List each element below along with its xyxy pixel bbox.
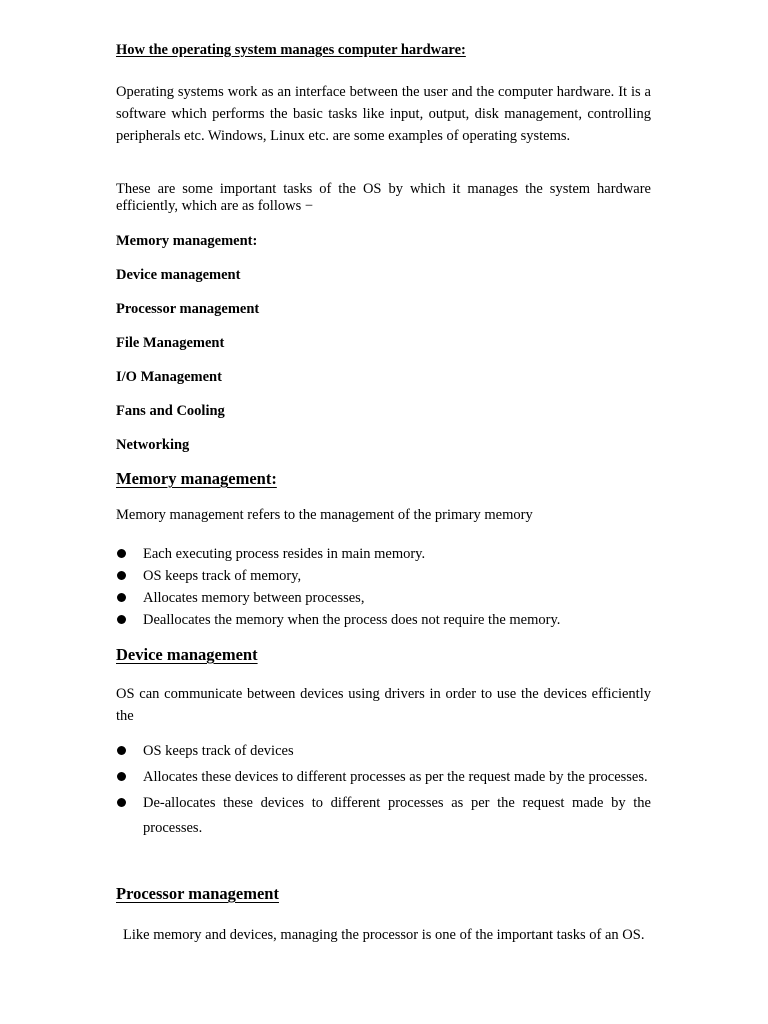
intro-paragraph: Operating systems work as an interface between the user and the computer hardware. It is a software which performs the basic tasks like input, output, disk management, controlling peripherals etc. Windows, Linux etc. are some examples of operating systems. <box>116 84 651 144</box>
list-item-text: De-allocates these devices to different processes as per the request made by the processes. <box>143 795 651 836</box>
device-section-heading: Device management <box>116 645 258 664</box>
device-bullet-list <box>116 739 651 842</box>
task-item-memory: Memory management: <box>116 233 258 249</box>
memory-bullet-list <box>116 543 651 631</box>
tasks-intro-paragraph: These are some important tasks of the OS by which it manages the system hardware efficiently, which are as follows − <box>116 181 651 214</box>
task-item-processor: Processor management <box>116 301 260 317</box>
processor-section-paragraph: Like memory and devices, managing the processor is one of the important tasks of an OS. <box>123 927 645 943</box>
list-item <box>116 543 651 565</box>
bullet-icon <box>117 798 126 807</box>
task-item-io: I/O Management <box>116 369 222 385</box>
task-item-fans: Fans and Cooling <box>116 403 225 419</box>
task-item-file: File Management <box>116 335 225 351</box>
list-item-text: Allocates these devices to different processes as per the request made by the processes. <box>143 769 648 785</box>
memory-section-paragraph: Memory management refers to the management of the primary memory <box>116 507 533 523</box>
list-item-text: Allocates memory between processes, <box>143 590 365 606</box>
task-list <box>116 231 259 469</box>
bullet-icon <box>117 772 126 781</box>
list-item <box>116 739 651 764</box>
list-item <box>116 587 651 609</box>
list-item-text: Each executing process resides in main memory. <box>143 546 426 562</box>
processor-section-heading: Processor management <box>116 884 279 903</box>
list-item-text: OS keeps track of devices <box>143 743 294 759</box>
list-item <box>116 565 651 587</box>
list-item <box>116 765 651 790</box>
document-title: How the operating system manages computer hardware: <box>116 42 466 58</box>
list-item <box>116 791 651 841</box>
memory-section-heading: Memory management: <box>116 469 277 488</box>
bullet-icon <box>117 615 126 624</box>
bullet-icon <box>117 746 126 755</box>
bullet-icon <box>117 571 126 580</box>
list-item <box>116 609 651 631</box>
bullet-icon <box>117 593 126 602</box>
list-item-text: OS keeps track of memory, <box>143 568 302 584</box>
task-item-device: Device management <box>116 267 241 283</box>
bullet-icon <box>117 549 126 558</box>
task-item-networking: Networking <box>116 437 190 453</box>
list-item-text: Deallocates the memory when the process does not require the memory. <box>143 612 561 628</box>
device-section-paragraph: OS can communicate between devices using drivers in order to use the devices efficiently the <box>116 686 651 724</box>
